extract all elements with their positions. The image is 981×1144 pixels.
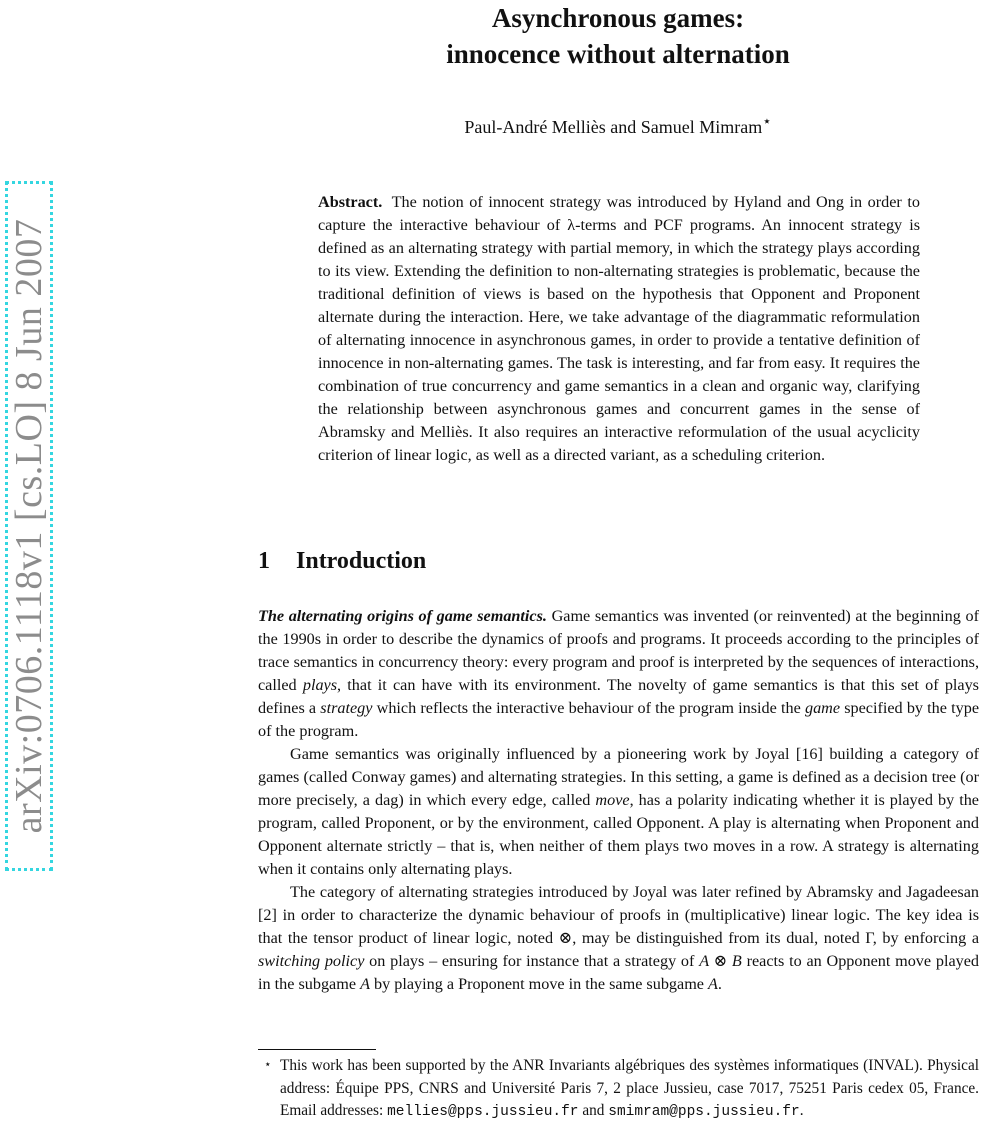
- runin-heading: The alternating origins of game semantics.: [258, 607, 547, 625]
- text-span: , that it can have with its environment. The novelty of game semantics is that this set of plays defines a: [258, 676, 979, 717]
- footnote: [258, 1055, 979, 1124]
- abstract-label: Abstract.: [318, 193, 383, 211]
- text-span: Game semantics was invented (or reinvented) at the beginning of the 1990s in order to describe the dynamics of proofs and programs. It proceeds according to the principles of trace semantics in concurrency theory: every program and proof is interpreted by the sequences of interactions, called: [258, 607, 979, 694]
- text-span: specified by the type of the program.: [258, 699, 980, 740]
- text-span: , has a polarity indicating whether it is played by the program, called Proponent, or by the environment, called Opponent. A play is alternating when Proponent and Opponent alternate strictly – that is, when neither of them plays two moves in a row. A strategy is alternating when it contains only alternating plays.: [258, 791, 979, 878]
- text-span: .: [799, 1102, 804, 1119]
- text-span: reacts to an Opponent move played in the subgame: [258, 952, 980, 993]
- author-footnote-mark: ⋆: [762, 114, 772, 130]
- emphasis: game: [804, 699, 841, 717]
- footnote-text: This work has been supported by the ANR Invariants algébriques des systèmes informatiques (INVAL). Physical address: Équipe PPS, CNRS and Université Paris 7, 2 place Jussieu, case 7017, 75251 Paris cedex 05, France. Email addresses:: [280, 1057, 979, 1119]
- text-span: by playing a Proponent move in the same subgame: [369, 975, 709, 993]
- email-link-mellies[interactable]: mellies@pps.jussieu.fr: [387, 1104, 579, 1120]
- abstract: [318, 191, 920, 467]
- text-span: The category of alternating strategies introduced by Joyal was later refined by Abramsky and Jagadeesan [2] in order to characterize the dynamic behaviour of proofs in (multiplicative) linear logic. The key idea is that the tensor product of linear logic, noted ⊗, may be distinguished from its dual, noted Γ, by enforcing a: [258, 883, 979, 947]
- paragraph-3: [258, 881, 979, 996]
- section-heading: [258, 548, 426, 575]
- paragraph-2: [258, 743, 979, 881]
- paper-title: [258, 0, 978, 72]
- email-link-mimram[interactable]: smimram@pps.jussieu.fr: [608, 1104, 800, 1120]
- section-number: 1: [258, 548, 270, 574]
- math: A: [360, 975, 370, 993]
- math: A ⊗ B: [699, 952, 742, 970]
- title-line-2: innocence without alternation: [446, 39, 790, 69]
- title-line-1: Asynchronous games:: [491, 3, 745, 33]
- footnote-rule: [258, 1049, 376, 1050]
- emphasis: move: [595, 791, 630, 809]
- body-text: [258, 605, 979, 996]
- text-span: which reflects the interactive behaviour of the program inside the: [372, 699, 805, 717]
- paragraph-1: [258, 605, 979, 743]
- text-span: Game semantics was originally influenced by a pioneering work by Joyal [16] building a category of games (called Conway games) and alternating strategies. In this setting, a game is defined as a decision tree (or more precisely, a dag) in which every edge, called: [258, 745, 979, 809]
- emphasis: strategy: [320, 699, 373, 717]
- text-span: .: [717, 975, 722, 993]
- abstract-text: The notion of innocent strategy was introduced by Hyland and Ong in order to capture the interactive behaviour of λ-terms and PCF programs. An innocent strategy is defined as an alternating strategy with partial memory, in which the strategy plays according to its view. Extending the definition to non-alternating strategies is problematic, because the traditional definition of views is based on the hypothesis that Opponent and Proponent alternate during the interaction. Here, we take advantage of the diagrammatic reformulation of alternating innocence in asynchronous games, in order to provide a tentative definition of innocence in non-alternating games. The task is interesting, and far from easy. It requires the combination of true concurrency and game semantics in a clean and organic way, clarifying the relationship between asynchronous games and concurrent games in the sense of Abramsky and Melliès. It also requires an interactive reformulation of the usual acyclicity criterion of linear logic, as well as a directed variant, as a scheduling criterion.: [318, 193, 920, 464]
- author-names: Paul-André Melliès and Samuel Mimram: [464, 117, 763, 137]
- emphasis: switching policy: [258, 952, 365, 970]
- emphasis: plays: [302, 676, 338, 694]
- text-span: on plays – ensuring for instance that a strategy of: [364, 952, 700, 970]
- math: A: [708, 975, 718, 993]
- footnote-mark: ⋆: [264, 1057, 272, 1071]
- section-title: Introduction: [296, 548, 427, 574]
- text-span: and: [578, 1102, 609, 1119]
- authors: [258, 112, 978, 138]
- arxiv-stamp: arXiv:0706.1118v1 [cs.LO] 8 Jun 2007: [8, 218, 50, 834]
